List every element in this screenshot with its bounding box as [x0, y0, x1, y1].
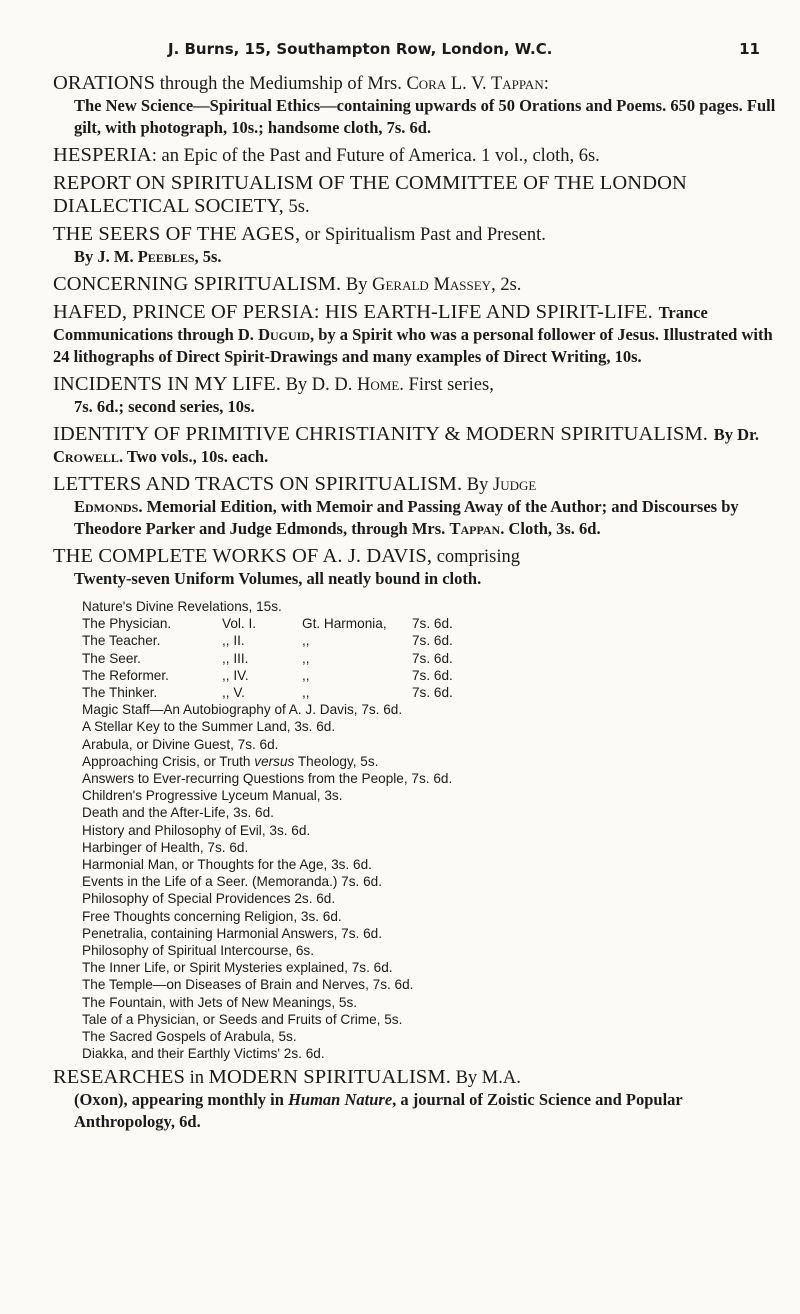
entry-heading: HAFED, PRINCE OF PERSIA: HIS EARTH-LIFE AND SPIRIT-LIFE.	[53, 301, 653, 323]
harmonia-vol: ,, II.	[222, 633, 245, 649]
list-item: Harbinger of Health, 7s. 6d.	[82, 839, 249, 855]
harmonia-row	[82, 632, 776, 649]
entry-seers: THE SEERS OF THE AGES, or Spiritualism Past and Present. By J. M. Peebles, 5s.	[53, 223, 776, 268]
harmonia-price: 7s. 6d.	[412, 633, 453, 649]
entry-davis-works: THE COMPLETE WORKS OF A. J. DAVIS, comprising Twenty-seven Uniform Volumes, all neatly bound in cloth.	[53, 545, 776, 590]
list-item: Death and the After-Life, 3s. 6d.	[82, 805, 274, 821]
harmonia-series: ,,	[302, 633, 310, 649]
list-item: Tale of a Physician, or Seeds and Fruits of Crime, 5s.	[82, 1011, 403, 1027]
entry-heading: RESEARCHES	[53, 1066, 185, 1089]
entry-description: By Dr. Crowell. Two vols., 10s. each.	[53, 425, 760, 466]
page-number: 11	[739, 40, 760, 58]
list-item: Approaching Crisis, or Truth versus Theology, 5s.	[82, 753, 379, 769]
harmonia-price: 7s. 6d.	[412, 650, 453, 666]
list-item: Free Thoughts concerning Religion, 3s. 6d.	[82, 908, 342, 924]
list-item: Diakka, and their Earthly Victims' 2s. 6d.	[82, 1046, 325, 1062]
harmonia-series: ,,	[302, 685, 310, 701]
harmonia-title: The Reformer.	[82, 667, 169, 683]
harmonia-title: The Physician.	[82, 616, 172, 632]
harmonia-row	[82, 650, 776, 667]
running-header	[168, 40, 760, 58]
entry-letters: LETTERS AND TRACTS ON SPIRITUALISM. By Judge Edmonds. Memorial Edition, with Memoir and Passing Away of the Author; and Discourses by Theodore Parker and Judge Edmonds, through Mrs. Tappan. Cloth, 3s. 6d.	[53, 473, 776, 540]
list-item: Nature's Divine Revelations, 15s.	[82, 599, 282, 614]
entry-orations: ORATIONS through the Mediumship of Mrs. Cora L. V. Tappan: The New Science—Spiritual Ethics—containing upwards of 50 Orations and Poems. 650 pages. Full gilt, with photograph, 10s.; handsome cloth, 7s. 6d.	[53, 72, 776, 137]
list-item: History and Philosophy of Evil, 3s. 6d.	[82, 822, 311, 838]
entry-description: By J. M. Peebles, 5s.	[74, 247, 222, 266]
list-item: The Fountain, with Jets of New Meanings, 5s.	[82, 994, 358, 1010]
entry-researches: RESEARCHES in MODERN SPIRITUALISM. By M.A. (Oxon), appearing monthly in Human Nature, a journal of Zoistic Science and Popular Anthropology, 6d.	[53, 1066, 776, 1133]
list-item: Philosophy of Special Providences 2s. 6d.	[82, 891, 336, 907]
harmonia-row	[82, 615, 776, 632]
harmonia-series: Gt. Harmonia,	[302, 616, 387, 632]
entry-hesperia: HESPERIA: an Epic of the Past and Future of America. 1 vol., cloth, 6s.	[53, 144, 600, 166]
harmonia-price: 7s. 6d.	[412, 685, 453, 701]
harmonia-title: The Seer.	[82, 650, 141, 666]
harmonia-vol: ,, V.	[222, 685, 245, 701]
entry-heading: LETTERS AND TRACTS ON SPIRITUALISM.	[53, 473, 463, 495]
entry-heading: CONCERNING SPIRITUALISM.	[53, 273, 342, 295]
list-item: Harmonial Man, or Thoughts for the Age, 3s. 6d.	[82, 857, 372, 873]
entry-description: (Oxon), appearing monthly in Human Nature, a journal of Zoistic Science and Popular Anthropology, 6d.	[74, 1090, 683, 1132]
entry-description: Trance Communications through D. Duguid, by a Spirit who was a personal follower of Jesus. Illustrated with 24 lithographs of Direct Spirit-Drawings and many examples of Direct Writing, 10s.	[53, 303, 773, 366]
catalogue-body	[53, 72, 776, 1138]
harmonia-price: 7s. 6d.	[412, 616, 453, 632]
entry-hafed	[53, 301, 776, 368]
entry-heading: REPORT ON SPIRITUALISM OF THE COMMITTEE OF THE LONDON DIALECTICAL SOCIETY,	[53, 172, 687, 217]
harmonia-series: ,,	[302, 667, 310, 683]
list-item: The Sacred Gospels of Arabula, 5s.	[82, 1029, 297, 1045]
list-item: The Temple—on Diseases of Brain and Nerves, 7s. 6d.	[82, 977, 414, 993]
entry-incidents: INCIDENTS IN MY LIFE. By D. D. Home. First series, 7s. 6d.; second series, 10s.	[53, 373, 776, 418]
entry-concerning: CONCERNING SPIRITUALISM. By Gerald Massey, 2s.	[53, 273, 522, 295]
harmonia-vol: ,, IV.	[222, 667, 249, 683]
harmonia-row	[82, 667, 776, 684]
entry-heading: HESPERIA	[53, 144, 152, 166]
entry-heading: INCIDENTS IN MY LIFE.	[53, 373, 281, 395]
entry-description: Edmonds. Memorial Edition, with Memoir and Passing Away of the Author; and Discourses by Theodore Parker and Judge Edmonds, through Mrs. Tappan. Cloth, 3s. 6d.	[74, 497, 739, 538]
entry-description: 7s. 6d.; second series, 10s.	[74, 397, 255, 416]
list-item: Events in the Life of a Seer. (Memoranda.) 7s. 6d.	[82, 874, 382, 890]
davis-volume-list	[53, 598, 776, 1062]
entry-heading: IDENTITY OF PRIMITIVE CHRISTIANITY & MODERN SPIRITUALISM.	[53, 423, 709, 445]
harmonia-series: ,,	[302, 650, 310, 666]
list-item: Children's Progressive Lyceum Manual, 3s.	[82, 788, 343, 804]
list-item: Penetralia, containing Harmonial Answers, 7s. 6d.	[82, 925, 382, 941]
entry-description: The New Science—Spiritual Ethics—containing upwards of 50 Orations and Poems. 650 pages. Full gilt, with photograph, 10s.; handsome cloth, 7s. 6d.	[74, 96, 776, 137]
list-item: Arabula, or Divine Guest, 7s. 6d.	[82, 736, 279, 752]
entry-report: REPORT ON SPIRITUALISM OF THE COMMITTEE OF THE LONDON DIALECTICAL SOCIETY, 5s.	[53, 172, 687, 217]
harmonia-row	[82, 684, 776, 701]
entry-description: Twenty-seven Uniform Volumes, all neatly bound in cloth.	[74, 569, 482, 588]
list-item: Answers to Ever-recurring Questions from the People, 7s. 6d.	[82, 771, 453, 787]
harmonia-vol: ,, III.	[222, 650, 249, 666]
list-item: Philosophy of Spiritual Intercourse, 6s.	[82, 943, 314, 959]
list-item: A Stellar Key to the Summer Land, 3s. 6d.	[82, 719, 336, 735]
harmonia-title: The Thinker.	[82, 685, 158, 701]
harmonia-title: The Teacher.	[82, 633, 161, 649]
list-item: The Inner Life, or Spirit Mysteries explained, 7s. 6d.	[82, 960, 393, 976]
entry-heading: ORATIONS	[53, 72, 156, 94]
entry-heading: THE SEERS OF THE AGES,	[53, 223, 301, 245]
harmonia-price: 7s. 6d.	[412, 667, 453, 683]
publisher-line: J. Burns, 15, Southampton Row, London, W.C.	[168, 40, 553, 58]
entry-identity	[53, 423, 776, 468]
harmonia-vol: Vol. I.	[222, 616, 257, 632]
entry-heading: THE COMPLETE WORKS OF A. J. DAVIS,	[53, 545, 433, 567]
list-item: Magic Staff—An Autobiography of A. J. Davis, 7s. 6d.	[82, 702, 403, 718]
